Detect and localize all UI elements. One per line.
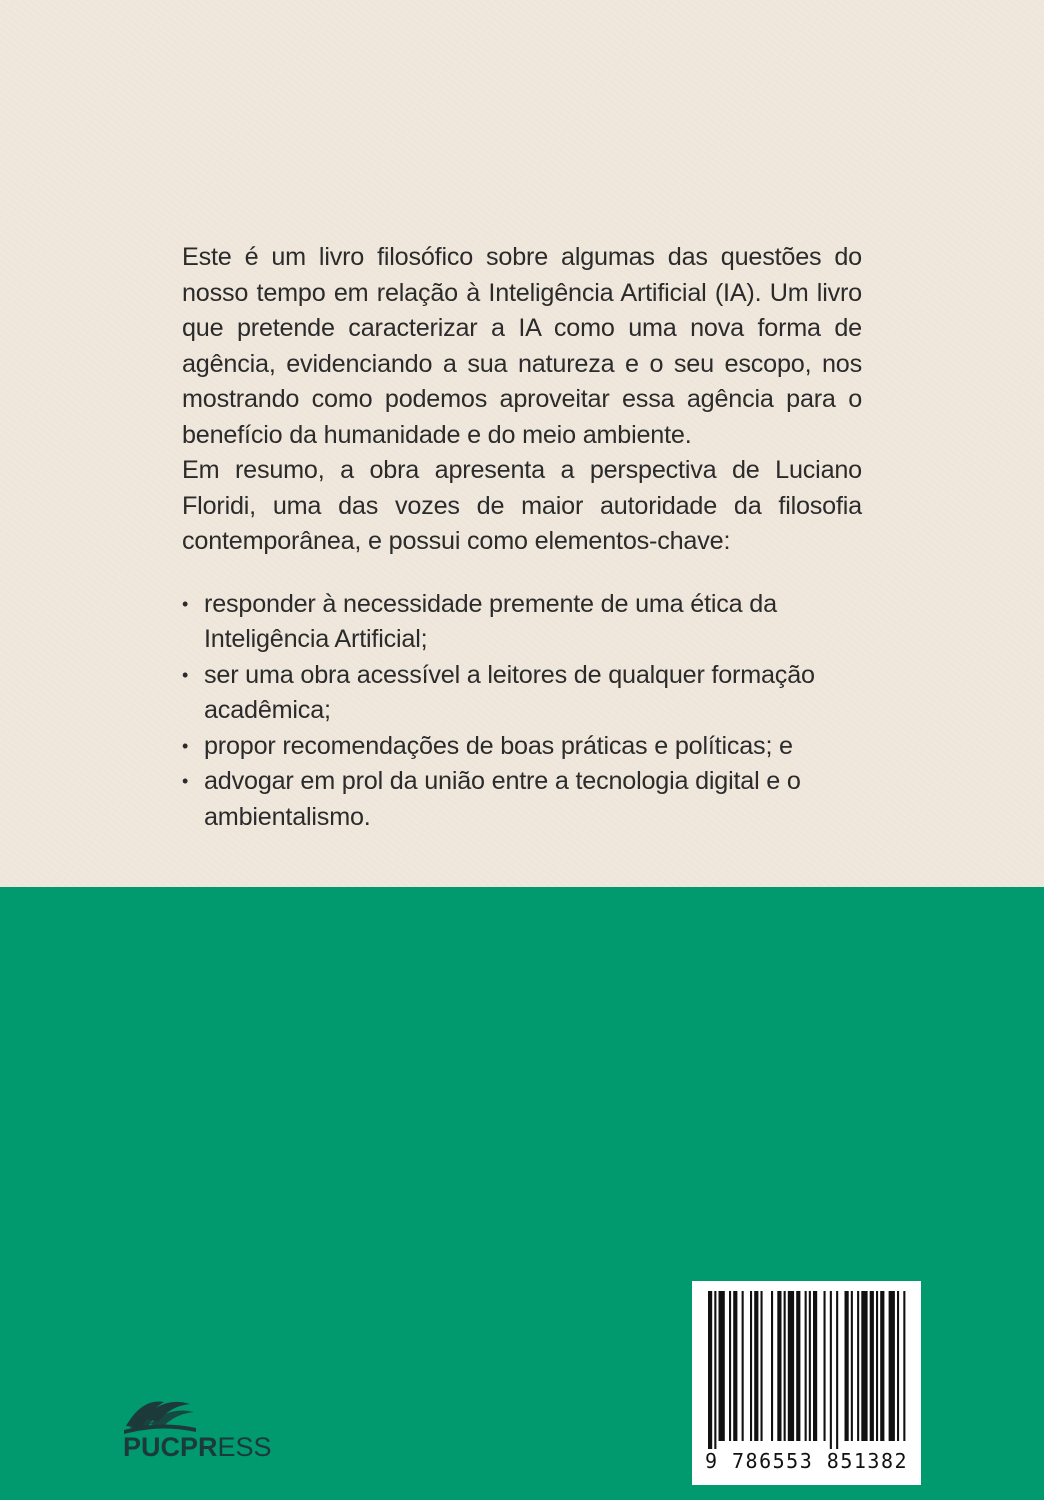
barcode-bar bbox=[857, 1291, 859, 1441]
barcode-bar bbox=[733, 1291, 737, 1441]
barcode-bar bbox=[750, 1291, 752, 1441]
synopsis bbox=[182, 240, 862, 835]
bullet-icon: • bbox=[182, 593, 189, 614]
barcode-bar bbox=[809, 1291, 811, 1441]
barcode-bar bbox=[708, 1291, 712, 1449]
barcode-bar bbox=[851, 1291, 853, 1441]
barcode-bar bbox=[861, 1291, 867, 1441]
barcode-bar bbox=[903, 1291, 905, 1441]
barcode-bar bbox=[824, 1291, 826, 1441]
open-book-icon bbox=[120, 1388, 200, 1434]
barcode-bar bbox=[876, 1291, 878, 1441]
bullet-icon: • bbox=[182, 735, 189, 756]
barcode-bar bbox=[830, 1291, 832, 1449]
barcode-bar bbox=[880, 1291, 884, 1441]
list-item-text: advogar em prol da união entre a tecnologia digital e o ambientalismo. bbox=[204, 767, 801, 831]
barcode-bar bbox=[784, 1291, 786, 1441]
list-item-text: propor recomendações de boas práticas e políticas; e bbox=[204, 731, 793, 760]
barcode-bar bbox=[897, 1291, 899, 1441]
key-elements-list bbox=[182, 587, 832, 836]
barcode-bar bbox=[805, 1291, 807, 1441]
barcode-bar bbox=[771, 1291, 773, 1441]
bullet-icon: • bbox=[182, 771, 189, 791]
synopsis-paragraph-2: Em resumo, a obra apresenta a perspectiva de Luciano Floridi, uma das vozes de maior autoridade da filosofia contemporânea, e possui como elementos-chave: bbox=[182, 456, 862, 555]
list-item-text: ser uma obra acessível a leitores de qualquer formação acadêmica; bbox=[204, 660, 815, 724]
publisher-name-light: ESS bbox=[217, 1432, 272, 1462]
barcode-bar bbox=[845, 1291, 849, 1441]
barcode-bar bbox=[813, 1291, 817, 1441]
synopsis-paragraph-1: Este é um livro filosófico sobre algumas das questões do nosso tempo em relação à Inteligência Artificial (IA). Um livro que pretende caracterizar a IA como uma nova forma de agência, evidenciando a sua natureza e o seu escopo, nos mostrando como podemos aproveitar essa agência para o benefício da humanidade e do meio ambiente. bbox=[182, 243, 862, 449]
barcode-bar bbox=[761, 1291, 763, 1441]
publisher-logo bbox=[120, 1388, 310, 1468]
barcode-bar bbox=[719, 1291, 725, 1441]
list-item bbox=[182, 764, 832, 835]
list-item bbox=[182, 587, 832, 658]
list-item bbox=[182, 729, 832, 765]
barcode-bar bbox=[836, 1291, 838, 1449]
isbn-number: 9 786553 851382 bbox=[704, 1449, 909, 1473]
list-item-text: responder à necessidade premente de uma ética da Inteligência Artificial; bbox=[204, 589, 777, 653]
publisher-name bbox=[123, 1432, 272, 1463]
bullet-icon: • bbox=[182, 664, 189, 685]
barcode-bar bbox=[742, 1291, 744, 1441]
list-item bbox=[182, 658, 832, 729]
barcode-bar bbox=[714, 1291, 716, 1449]
barcode-bar bbox=[889, 1291, 895, 1441]
barcode-bar bbox=[870, 1291, 874, 1441]
isbn-barcode bbox=[692, 1281, 921, 1485]
barcode-bar bbox=[788, 1291, 794, 1441]
barcode-bar bbox=[754, 1291, 758, 1441]
publisher-name-bold: PUCPR bbox=[123, 1432, 218, 1462]
barcode-bar bbox=[777, 1291, 781, 1441]
barcode-bar bbox=[796, 1291, 800, 1441]
barcode-bar bbox=[729, 1291, 731, 1441]
